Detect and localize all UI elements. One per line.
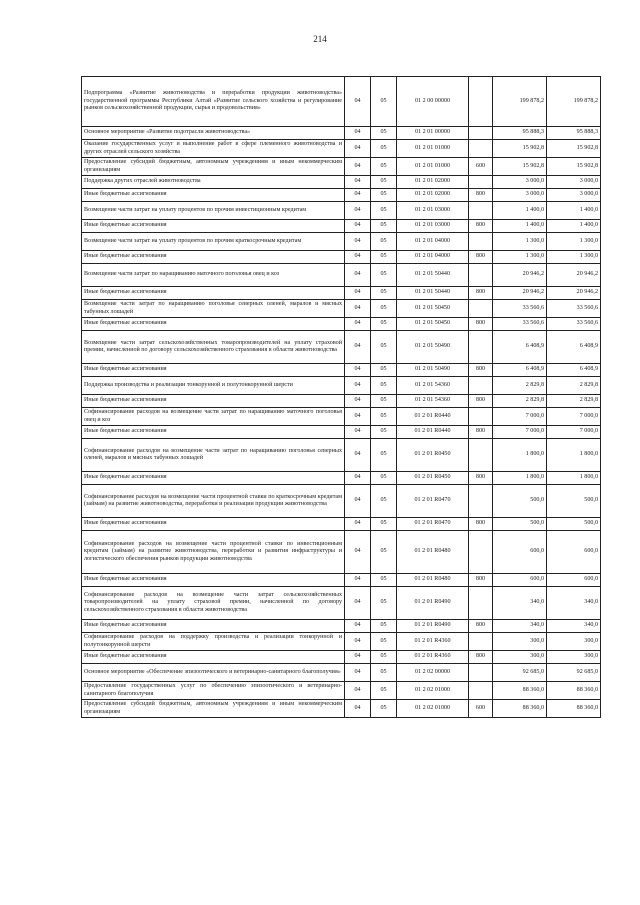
row-subsection: 05 (371, 364, 397, 377)
row-subsection: 05 (371, 331, 397, 364)
row-section: 04 (345, 140, 371, 158)
row-amount-1: 340,0 (493, 620, 547, 633)
row-target-article: 01 2 01 R0490 (397, 620, 469, 633)
table-row (82, 408, 601, 426)
row-name: Иные бюджетные ассигнования (82, 574, 345, 587)
row-expense-type (469, 682, 493, 700)
row-name: Поддержка других отраслей животноводства (82, 176, 345, 189)
row-target-article: 01 2 02 01000 (397, 682, 469, 700)
row-amount-2: 88 360,0 (547, 700, 601, 718)
row-expense-type: 800 (469, 395, 493, 408)
row-amount-2: 92 685,0 (547, 664, 601, 682)
row-amount-1: 600,0 (493, 574, 547, 587)
row-amount-2: 300,0 (547, 651, 601, 664)
row-amount-1: 199 878,2 (493, 77, 547, 127)
row-name: Предоставление субсидий бюджетным, автономным учреждениям и иным некоммерческим организациям (82, 700, 345, 718)
row-amount-2: 6 408,9 (547, 331, 601, 364)
row-subsection: 05 (371, 233, 397, 251)
row-amount-2: 340,0 (547, 587, 601, 620)
row-subsection: 05 (371, 395, 397, 408)
table-row (82, 682, 601, 700)
row-amount-1: 15 902,8 (493, 158, 547, 176)
row-target-article: 01 2 01 54360 (397, 377, 469, 395)
row-name: Предоставление государственных услуг по обеспечению эпизоотического и ветеринарно-санитарного благополучия (82, 682, 345, 700)
table-body (82, 77, 601, 718)
row-section: 04 (345, 300, 371, 318)
row-amount-2: 15 902,8 (547, 140, 601, 158)
row-name: Иные бюджетные ассигнования (82, 518, 345, 531)
row-section: 04 (345, 287, 371, 300)
row-section: 04 (345, 395, 371, 408)
table-row (82, 318, 601, 331)
row-section: 04 (345, 189, 371, 202)
row-name: Возмещение части затрат на уплату процентов по прочим краткосрочным кредитам (82, 233, 345, 251)
table-row (82, 287, 601, 300)
row-target-article: 01 2 01 04000 (397, 251, 469, 264)
row-target-article: 01 2 01 R0440 (397, 408, 469, 426)
row-amount-2: 20 946,2 (547, 264, 601, 287)
row-subsection: 05 (371, 620, 397, 633)
table-row (82, 377, 601, 395)
row-expense-type (469, 300, 493, 318)
row-subsection: 05 (371, 664, 397, 682)
row-target-article: 01 2 01 R0470 (397, 485, 469, 518)
row-name: Возмещение части затрат на уплату процентов по прочим инвестиционным кредитам (82, 202, 345, 220)
row-target-article: 01 2 01 04000 (397, 233, 469, 251)
row-section: 04 (345, 364, 371, 377)
table-row (82, 700, 601, 718)
table-row (82, 395, 601, 408)
row-section: 04 (345, 158, 371, 176)
row-name: Иные бюджетные ассигнования (82, 287, 345, 300)
row-amount-2: 600,0 (547, 574, 601, 587)
row-expense-type (469, 233, 493, 251)
row-name: Иные бюджетные ассигнования (82, 220, 345, 233)
row-expense-type: 800 (469, 574, 493, 587)
row-subsection: 05 (371, 264, 397, 287)
row-expense-type (469, 176, 493, 189)
row-amount-2: 3 000,0 (547, 176, 601, 189)
row-amount-2: 1 800,0 (547, 439, 601, 472)
row-target-article: 01 2 01 R0490 (397, 587, 469, 620)
row-section: 04 (345, 318, 371, 331)
row-subsection: 05 (371, 472, 397, 485)
row-amount-1: 88 360,0 (493, 682, 547, 700)
row-expense-type (469, 377, 493, 395)
row-expense-type (469, 587, 493, 620)
row-amount-1: 500,0 (493, 485, 547, 518)
row-expense-type (469, 77, 493, 127)
table-row (82, 202, 601, 220)
row-name: Софинансирование расходов на поддержку производства и реализации тонкорунной и полутонкорунной шерсти (82, 633, 345, 651)
row-subsection: 05 (371, 531, 397, 574)
row-subsection: 05 (371, 485, 397, 518)
table-row (82, 518, 601, 531)
table-row (82, 233, 601, 251)
row-section: 04 (345, 251, 371, 264)
row-section: 04 (345, 664, 371, 682)
row-section: 04 (345, 408, 371, 426)
row-section: 04 (345, 531, 371, 574)
row-amount-1: 1 800,0 (493, 472, 547, 485)
row-amount-1: 6 408,9 (493, 331, 547, 364)
row-subsection: 05 (371, 426, 397, 439)
row-amount-2: 2 829,8 (547, 395, 601, 408)
table-row (82, 127, 601, 140)
row-target-article: 01 2 01 R0450 (397, 472, 469, 485)
row-name: Подпрограмма «Развитие животноводства и переработки продукции животноводства» государственной программы Республики Алтай «Развитие сельского хозяйства и регулирование рынков сельскохозяйственной продукции, сырья и продовольствия» (82, 77, 345, 127)
row-expense-type: 800 (469, 620, 493, 633)
row-amount-2: 1 400,0 (547, 202, 601, 220)
row-section: 04 (345, 220, 371, 233)
row-section: 04 (345, 682, 371, 700)
table-row (82, 176, 601, 189)
row-subsection: 05 (371, 140, 397, 158)
row-amount-1: 1 300,0 (493, 233, 547, 251)
row-amount-2: 600,0 (547, 531, 601, 574)
row-name: Иные бюджетные ассигнования (82, 395, 345, 408)
row-name: Оказание государственных услуг и выполнение работ в сфере племенного животноводства и других отраслей сельского хозяйства (82, 140, 345, 158)
row-expense-type: 800 (469, 364, 493, 377)
table-row (82, 331, 601, 364)
row-name: Возмещение части затрат по наращиванию маточного поголовья овец и коз (82, 264, 345, 287)
row-name: Иные бюджетные ассигнования (82, 426, 345, 439)
row-amount-1: 7 000,0 (493, 426, 547, 439)
table-row (82, 531, 601, 574)
row-expense-type (469, 633, 493, 651)
row-expense-type (469, 264, 493, 287)
row-name: Софинансирование расходов на возмещение части процентной ставки по краткосрочным кредитам (займам) на развитие животноводства, переработки и реализации продукции животноводства (82, 485, 345, 518)
row-expense-type (469, 202, 493, 220)
table-row (82, 664, 601, 682)
table-row (82, 633, 601, 651)
row-expense-type (469, 127, 493, 140)
row-amount-1: 1 300,0 (493, 251, 547, 264)
row-subsection: 05 (371, 700, 397, 718)
row-target-article: 01 2 01 03000 (397, 202, 469, 220)
row-amount-2: 6 408,9 (547, 364, 601, 377)
table-row (82, 140, 601, 158)
row-amount-2: 500,0 (547, 485, 601, 518)
row-expense-type (469, 140, 493, 158)
row-amount-2: 1 300,0 (547, 233, 601, 251)
row-name: Иные бюджетные ассигнования (82, 318, 345, 331)
row-section: 04 (345, 127, 371, 140)
row-section: 04 (345, 651, 371, 664)
row-target-article: 01 2 02 01000 (397, 700, 469, 718)
row-target-article: 01 2 01 50490 (397, 331, 469, 364)
table-row (82, 574, 601, 587)
row-section: 04 (345, 620, 371, 633)
row-name: Поддержка производства и реализации тонкорунной и полутонкорунной шерсти (82, 377, 345, 395)
table-row (82, 251, 601, 264)
table-row (82, 651, 601, 664)
table-row (82, 587, 601, 620)
row-expense-type: 800 (469, 189, 493, 202)
row-target-article: 01 2 01 01000 (397, 140, 469, 158)
row-amount-1: 1 400,0 (493, 202, 547, 220)
table-row (82, 439, 601, 472)
table-row (82, 220, 601, 233)
row-amount-2: 33 560,6 (547, 300, 601, 318)
row-subsection: 05 (371, 176, 397, 189)
row-amount-2: 300,0 (547, 633, 601, 651)
row-amount-1: 33 560,6 (493, 300, 547, 318)
row-subsection: 05 (371, 251, 397, 264)
row-amount-1: 92 685,0 (493, 664, 547, 682)
budget-table (81, 76, 601, 718)
row-amount-2: 20 946,2 (547, 287, 601, 300)
table-row (82, 264, 601, 287)
row-target-article: 01 2 01 54360 (397, 395, 469, 408)
row-amount-2: 88 360,0 (547, 682, 601, 700)
table-row (82, 77, 601, 127)
row-amount-1: 1 400,0 (493, 220, 547, 233)
row-amount-1: 20 946,2 (493, 264, 547, 287)
table-row (82, 189, 601, 202)
table-row (82, 485, 601, 518)
row-amount-2: 7 000,0 (547, 408, 601, 426)
row-amount-1: 6 408,9 (493, 364, 547, 377)
row-target-article: 01 2 01 R0440 (397, 426, 469, 439)
row-section: 04 (345, 377, 371, 395)
row-amount-1: 15 902,8 (493, 140, 547, 158)
row-expense-type: 800 (469, 318, 493, 331)
row-expense-type: 800 (469, 220, 493, 233)
row-section: 04 (345, 472, 371, 485)
table-row (82, 472, 601, 485)
row-amount-2: 33 560,6 (547, 318, 601, 331)
row-amount-1: 88 360,0 (493, 700, 547, 718)
row-section: 04 (345, 633, 371, 651)
row-target-article: 01 2 01 50440 (397, 264, 469, 287)
row-section: 04 (345, 331, 371, 364)
row-amount-2: 7 000,0 (547, 426, 601, 439)
row-expense-type (469, 408, 493, 426)
row-subsection: 05 (371, 77, 397, 127)
row-expense-type (469, 664, 493, 682)
row-name: Иные бюджетные ассигнования (82, 620, 345, 633)
row-amount-1: 3 000,0 (493, 176, 547, 189)
row-amount-2: 500,0 (547, 518, 601, 531)
row-amount-1: 33 560,6 (493, 318, 547, 331)
row-name: Иные бюджетные ассигнования (82, 651, 345, 664)
row-target-article: 01 2 01 R0470 (397, 518, 469, 531)
row-subsection: 05 (371, 651, 397, 664)
row-amount-1: 500,0 (493, 518, 547, 531)
row-amount-1: 20 946,2 (493, 287, 547, 300)
row-amount-1: 340,0 (493, 587, 547, 620)
row-target-article: 01 2 01 R4360 (397, 651, 469, 664)
row-target-article: 01 2 01 R4360 (397, 633, 469, 651)
row-amount-1: 3 000,0 (493, 189, 547, 202)
row-amount-1: 2 829,8 (493, 377, 547, 395)
row-subsection: 05 (371, 158, 397, 176)
row-target-article: 01 2 02 00000 (397, 664, 469, 682)
table-row (82, 426, 601, 439)
row-subsection: 05 (371, 202, 397, 220)
row-amount-1: 7 000,0 (493, 408, 547, 426)
row-subsection: 05 (371, 518, 397, 531)
row-subsection: 05 (371, 220, 397, 233)
row-target-article: 01 2 01 R0480 (397, 574, 469, 587)
row-subsection: 05 (371, 300, 397, 318)
row-target-article: 01 2 01 00000 (397, 127, 469, 140)
row-section: 04 (345, 587, 371, 620)
row-name: Иные бюджетные ассигнования (82, 364, 345, 377)
row-expense-type: 800 (469, 251, 493, 264)
row-amount-1: 300,0 (493, 633, 547, 651)
row-section: 04 (345, 574, 371, 587)
row-subsection: 05 (371, 318, 397, 331)
table-row (82, 300, 601, 318)
row-expense-type (469, 485, 493, 518)
row-name: Основное мероприятие «Обеспечение эпизоотического и ветеринарно-санитарного благополучия» (82, 664, 345, 682)
table-row (82, 364, 601, 377)
row-section: 04 (345, 485, 371, 518)
row-section: 04 (345, 77, 371, 127)
row-amount-2: 340,0 (547, 620, 601, 633)
row-section: 04 (345, 700, 371, 718)
row-expense-type: 600 (469, 700, 493, 718)
row-name: Иные бюджетные ассигнования (82, 472, 345, 485)
row-subsection: 05 (371, 287, 397, 300)
row-subsection: 05 (371, 377, 397, 395)
row-target-article: 01 2 00 00000 (397, 77, 469, 127)
row-target-article: 01 2 01 50440 (397, 287, 469, 300)
row-expense-type (469, 439, 493, 472)
row-target-article: 01 2 01 01000 (397, 158, 469, 176)
row-expense-type: 800 (469, 426, 493, 439)
row-target-article: 01 2 01 R0480 (397, 531, 469, 574)
row-name: Возмещение части затрат по наращиванию поголовья северных оленей, маралов и мясных табунных лошадей (82, 300, 345, 318)
row-amount-2: 3 000,0 (547, 189, 601, 202)
row-section: 04 (345, 426, 371, 439)
row-name: Предоставление субсидий бюджетным, автономным учреждениям и иным некоммерческим организациям (82, 158, 345, 176)
row-name: Иные бюджетные ассигнования (82, 251, 345, 264)
row-amount-1: 95 888,3 (493, 127, 547, 140)
row-name: Софинансирование расходов на возмещение части процентной ставки по инвестиционным кредитам (займам) на развитие животноводства, переработки и развития инфраструктуры и логистического обеспечения рынков продукции животноводства (82, 531, 345, 574)
row-section: 04 (345, 233, 371, 251)
page-number: 214 (313, 34, 327, 44)
row-target-article: 01 2 01 02000 (397, 176, 469, 189)
row-name: Иные бюджетные ассигнования (82, 189, 345, 202)
row-subsection: 05 (371, 633, 397, 651)
row-subsection: 05 (371, 408, 397, 426)
row-amount-2: 199 878,2 (547, 77, 601, 127)
row-section: 04 (345, 176, 371, 189)
row-section: 04 (345, 202, 371, 220)
row-amount-2: 1 300,0 (547, 251, 601, 264)
table-row (82, 620, 601, 633)
row-expense-type (469, 531, 493, 574)
row-subsection: 05 (371, 439, 397, 472)
row-amount-2: 1 800,0 (547, 472, 601, 485)
row-target-article: 01 2 01 50450 (397, 318, 469, 331)
row-expense-type: 800 (469, 472, 493, 485)
row-expense-type: 800 (469, 651, 493, 664)
row-target-article: 01 2 01 50490 (397, 364, 469, 377)
row-name: Софинансирование расходов на возмещение части затрат сельскохозяйственных товаропроизводителей на уплату страховой премии, начисленной по договору сельскохозяйственного страхования в области животноводства (82, 587, 345, 620)
row-amount-1: 2 829,8 (493, 395, 547, 408)
row-name: Софинансирование расходов на возмещение части затрат по наращиванию маточного поголовья овец и коз (82, 408, 345, 426)
row-expense-type: 800 (469, 518, 493, 531)
row-amount-1: 600,0 (493, 531, 547, 574)
row-amount-2: 15 902,8 (547, 158, 601, 176)
row-expense-type: 600 (469, 158, 493, 176)
row-section: 04 (345, 439, 371, 472)
row-amount-2: 95 888,3 (547, 127, 601, 140)
row-expense-type: 800 (469, 287, 493, 300)
row-amount-1: 1 800,0 (493, 439, 547, 472)
row-subsection: 05 (371, 574, 397, 587)
row-target-article: 01 2 01 02000 (397, 189, 469, 202)
row-amount-2: 2 829,8 (547, 377, 601, 395)
row-expense-type (469, 331, 493, 364)
row-name: Возмещение части затрат сельскохозяйственных товаропроизводителей на уплату страховой премии, начисленной по договору сельскохозяйственного страхования в области животноводства (82, 331, 345, 364)
row-target-article: 01 2 01 50450 (397, 300, 469, 318)
row-amount-1: 300,0 (493, 651, 547, 664)
row-subsection: 05 (371, 189, 397, 202)
row-target-article: 01 2 01 03000 (397, 220, 469, 233)
row-name: Софинансирование расходов на возмещение части затрат по наращиванию поголовья северных оленей, маралов и мясных табунных лошадей (82, 439, 345, 472)
row-subsection: 05 (371, 127, 397, 140)
row-amount-2: 1 400,0 (547, 220, 601, 233)
row-subsection: 05 (371, 587, 397, 620)
row-target-article: 01 2 01 R0450 (397, 439, 469, 472)
row-section: 04 (345, 264, 371, 287)
table-row (82, 158, 601, 176)
row-name: Основное мероприятие «Развитие подотрасли животноводства» (82, 127, 345, 140)
row-section: 04 (345, 518, 371, 531)
row-subsection: 05 (371, 682, 397, 700)
